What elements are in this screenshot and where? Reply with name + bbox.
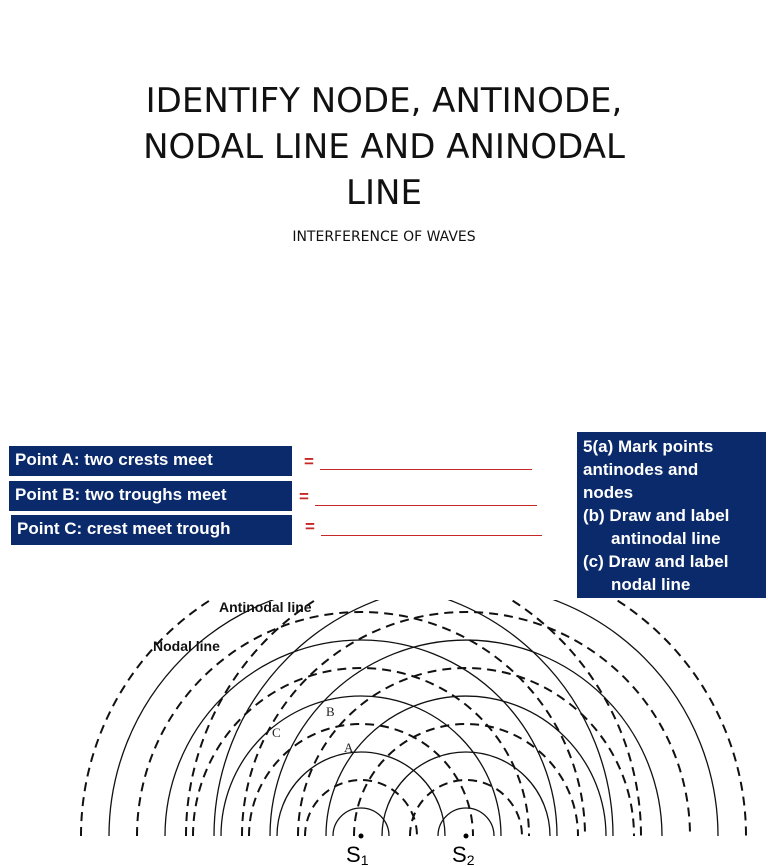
source-1-dot (359, 834, 364, 839)
task-box (577, 432, 766, 598)
crest-front-s1-5 (221, 696, 501, 836)
point-a-answer-line[interactable] (320, 469, 532, 470)
source-2-dot (464, 834, 469, 839)
trough-front-s1-4 (249, 724, 473, 836)
trough-front-s2-10 (186, 600, 746, 836)
task-line-5: antinodal line (611, 529, 721, 548)
task-line-7: nodal line (611, 575, 691, 594)
interference-diagram (0, 600, 768, 866)
point-b-answer-line[interactable] (315, 505, 537, 506)
crest-front-s2-3 (382, 752, 550, 836)
source-2-label: S2 (452, 842, 475, 866)
wave-fronts (81, 600, 746, 836)
task-line-2: antinodes and (583, 460, 699, 479)
title-line-3: LINE (346, 173, 422, 213)
crest-front-s1-3 (277, 752, 445, 836)
point-b-equals: = (299, 487, 309, 506)
task-line-4: (b) Draw and label (583, 506, 730, 525)
slide-title (84, 78, 684, 216)
point-b-box: Point B: two troughs meet (9, 481, 292, 511)
task-line-6: (c) Draw and label (583, 552, 729, 571)
point-c-label: C (272, 725, 281, 740)
crest-front-s2-9 (214, 600, 718, 836)
point-c-equals: = (305, 517, 315, 536)
trough-front-s2-4 (354, 724, 578, 836)
title-line-2: NODAL LINE AND ANINODAL (143, 127, 625, 167)
slide-subtitle: INTERFERENCE OF WAVES (292, 229, 476, 245)
crest-front-s2-5 (326, 696, 606, 836)
task-line-1: 5(a) Mark points (583, 437, 714, 456)
antinodal-line-label: Antinodal line (219, 599, 312, 615)
point-a-label: A (344, 740, 354, 755)
task-line-3: nodes (583, 483, 634, 502)
crest-front-s2-1 (438, 808, 494, 836)
trough-front-s1-10 (81, 600, 641, 836)
point-c-box: Point C: crest meet trough (11, 515, 292, 545)
title-line-1: IDENTIFY NODE, ANTINODE, (145, 81, 623, 121)
point-c-answer-line[interactable] (321, 535, 542, 536)
point-a-equals: = (304, 452, 314, 471)
trough-front-s1-8 (137, 612, 585, 836)
source-1-label: S1 (346, 842, 369, 866)
point-b-label: B (326, 704, 335, 719)
nodal-line-label: Nodal line (153, 638, 220, 654)
trough-front-s2-8 (242, 612, 690, 836)
crest-front-s1-1 (333, 808, 389, 836)
point-a-box: Point A: two crests meet (9, 446, 292, 476)
crest-front-s1-9 (109, 600, 613, 836)
